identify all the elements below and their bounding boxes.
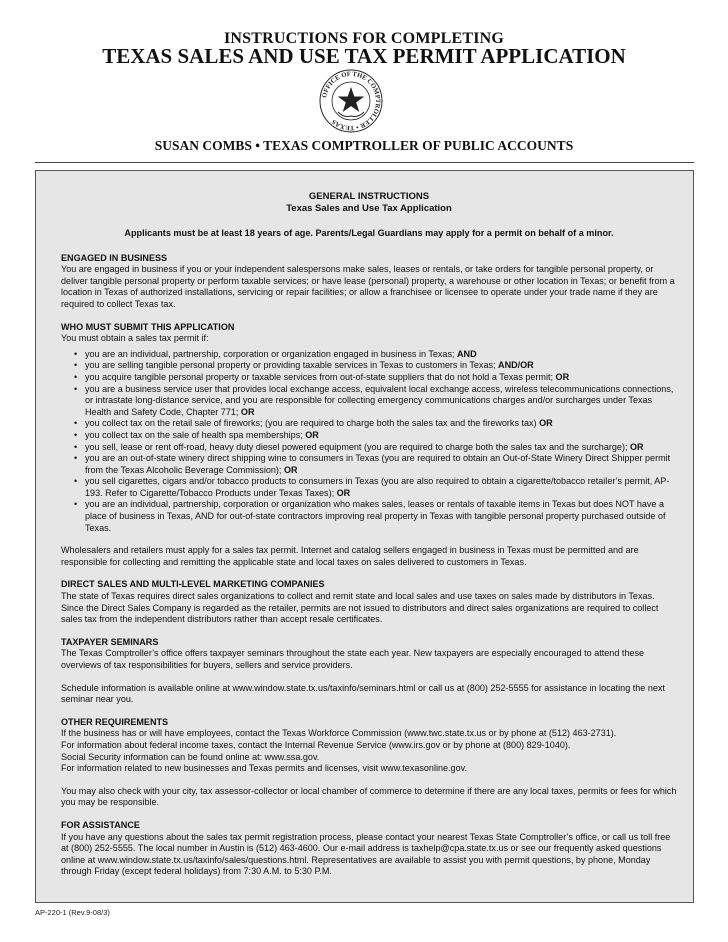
section-direct-sales xyxy=(61,579,677,625)
list-item: • you sell cigarettes, cigars and/or tobacco products to consumers in Texas (you are also required to obtain a cigarette/tobacco retailer’s permit, AP-193. Refer to Cigarette/Tobacco Products under Texas Taxes); OR xyxy=(74,476,670,498)
list-item: • you acquire tangible personal property or taxable services from out-of-state suppliers that do not hold a Texas permit; OR xyxy=(74,371,570,382)
section-local-requirements xyxy=(61,786,677,809)
section-heading: FOR ASSISTANCE xyxy=(61,819,140,830)
requirement-list xyxy=(61,349,677,535)
instructions-panel xyxy=(35,170,694,903)
section-heading: TAXPAYER SEMINARS xyxy=(61,636,159,647)
section-line: For information related to new businesses and Texas permits and licenses, visit www.texasonline.gov. xyxy=(61,763,467,774)
form-id: AP-220-1 (Rev.9-08/3) xyxy=(35,908,110,917)
list-item: • you are selling tangible personal property or providing taxable services in Texas to customers in Texas; AND/OR xyxy=(74,360,534,371)
section-heading: OTHER REQUIREMENTS xyxy=(61,716,169,727)
list-item: • you are an individual, partnership, corporation or organization who makes sales, leases or rentals of taxable items in Texas but does NOT have a place of business in Texas, AND for out-of-state contractors improving real property in Texas with tangible personal property purchased outside of Texas. xyxy=(74,499,666,533)
section-line: For information about federal income taxes, contact the Internal Revenue Service (www.irs.gov or by phone at (800) 829-1040). xyxy=(61,739,571,750)
header-divider xyxy=(35,162,694,163)
section-heading: ENGAGED IN BUSINESS xyxy=(61,252,168,263)
list-item: • you are a business service user that provides local exchange access, equivalent local exchange access, wireless telecommunications connections, or intrastate long-distance service, and you are responsible for collecting emergency communications charges and/or surcharges under Texas Health and Safety Code, Chapter 771; OR xyxy=(74,383,674,417)
list-item: • you are an individual, partnership, corporation or organization engaged in business in Texas; AND xyxy=(74,348,477,359)
section-heading: DIRECT SALES AND MULTI-LEVEL MARKETING COMPANIES xyxy=(61,579,325,590)
section-engaged-in-business xyxy=(61,253,677,311)
section-other-requirements xyxy=(61,717,677,775)
svg-text:OFFICE OF THE COMPTROLLER • TE: OFFICE OF THE COMPTROLLER • TEXAS xyxy=(321,70,382,132)
section-who-must-submit xyxy=(61,322,677,535)
comptroller-seal-icon xyxy=(318,68,384,134)
section-text: Schedule information is available online at www.window.state.tx.us/taxinfo/seminars.html or call us at (800) 252-5555 for assistance in locating the next seminar near you. xyxy=(61,682,665,705)
list-item: • you sell, lease or rent off-road, heavy duty diesel powered equipment (you are required to charge both the sales tax and the surcharge); OR xyxy=(74,441,644,452)
section-text: If you have any questions about the sales tax permit registration process, please contact your nearest Texas State Comptroller’s office, or call us toll free at (800) 252-5555. The local number in Austin is (512) 463-4600. Our e-mail address is taxhelp@cpa.state.tx.us or see our frequently asked questions online at www.window.state.tx.us/taxinfo/sales/questions.html. Representatives are available to assist you with permit questions, by phone, Monday through Friday (except federal holidays) from 7:30 A.M. to 5:30 P.M. xyxy=(61,831,671,877)
document-title-line2: TEXAS SALES AND USE TAX PERMIT APPLICATION xyxy=(102,44,626,68)
section-text: The Texas Comptroller’s office offers taxpayer seminars throughout the state each year. New taxpayers are especially encouraged to attend these overviews of tax responsibilities for buyers, sellers and service providers. xyxy=(61,648,645,670)
section-for-assistance xyxy=(61,820,677,878)
document-title-line1: INSTRUCTIONS FOR COMPLETING xyxy=(223,30,505,47)
section-intro: You must obtain a sales tax permit if: xyxy=(61,333,209,344)
list-item: • you collect tax on the sale of health spa memberships; OR xyxy=(74,429,319,440)
age-notice: Applicants must be at least 18 years of age. Parents/Legal Guardians may apply for a permit on behalf of a minor. xyxy=(124,228,614,238)
general-instructions-subtitle: Texas Sales and Use Tax Application xyxy=(286,203,452,214)
section-heading: WHO MUST SUBMIT THIS APPLICATION xyxy=(61,321,235,332)
section-line: Social Security information can be found online at: www.ssa.gov. xyxy=(61,751,320,762)
section-text: You may also check with your city, tax assessor-collector or local chamber of commerce to determine if there are any local taxes, permits or fees for which you may be responsible. xyxy=(61,785,677,808)
instructions-content xyxy=(61,171,677,889)
section-text: You are engaged in business if you or your independent salespersons make sales, leases or rentals, or take orders for tangible personal property, or deliver tangible personal property or perform taxable services; or have lease (personal) property, a warehouse or other location in Texas; or benefit from a location in Texas of authorized installations, servicing or repair facilities; or allow a franchisee or licensee to operate under your trade name if they are required to collect Texas tax. xyxy=(61,264,675,309)
section-line: If the business has or will have employees, contact the Texas Workforce Commission (www.twc.state.tx.us or by phone at (512) 463-2731). xyxy=(61,728,617,739)
comptroller-subtitle: SUSAN COMBS • TEXAS COMPTROLLER OF PUBLIC ACCOUNTS xyxy=(154,138,574,153)
section-wholesalers xyxy=(61,545,677,568)
section-text: The state of Texas requires direct sales organizations to collect and remit state and local sales and use taxes on sales made by distributors in Texas. Since the Direct Sales Company is regarded as the retailer, permits are not issued to distributors and direct sales organizations are required to collect sales tax from the independent distributors rather than accept resale certificates. xyxy=(61,591,659,625)
section-seminar-schedule xyxy=(61,683,677,706)
list-item: • you collect tax on the retail sale of fireworks; (you are required to charge both the sales tax and the fireworks tax) OR xyxy=(74,418,553,429)
list-item: • you are an out-of-state winery direct shipping wine to consumers in Texas (you are required to obtain an Out-of-State Winery Direct Shipper permit from the Texas Alcoholic Beverage Commission); OR xyxy=(74,453,671,475)
section-taxpayer-seminars xyxy=(61,637,677,672)
general-instructions-title: GENERAL INSTRUCTIONS xyxy=(308,191,430,202)
section-text: Wholesalers and retailers must apply for a sales tax permit. Internet and catalog sellers engaged in business in Texas must be permitted and are responsible for collecting and remitting the applicable state and local taxes on sales delivered to customers in Texas. xyxy=(61,545,639,567)
